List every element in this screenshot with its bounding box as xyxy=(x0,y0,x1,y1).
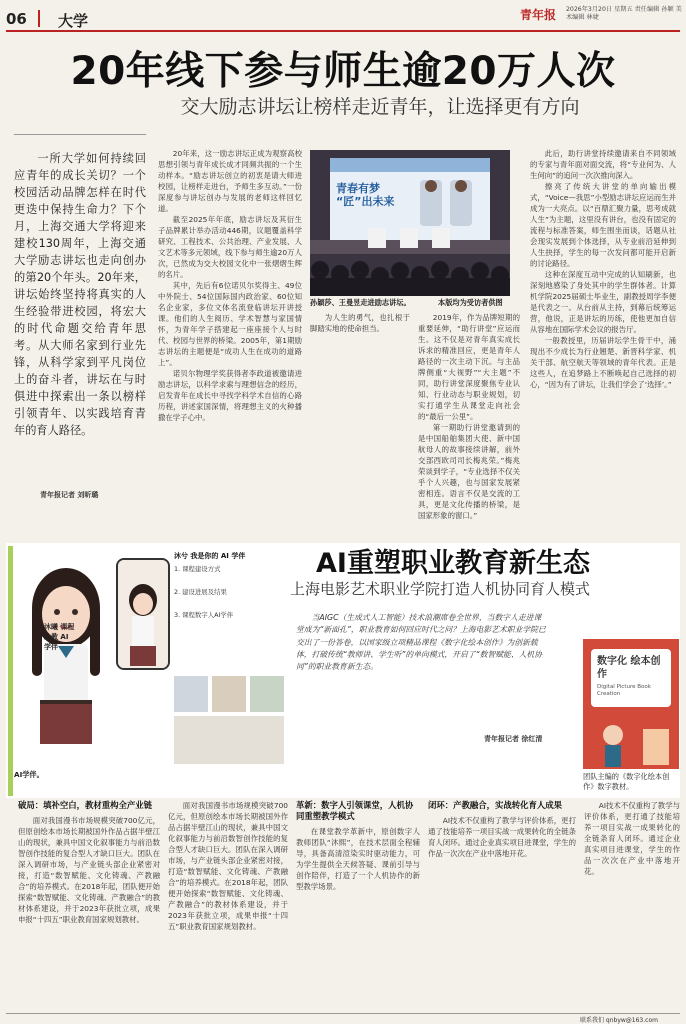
phone-mockup xyxy=(116,558,170,670)
lede-top-rule xyxy=(14,134,146,135)
ai-companion-label-text: 沐曦 课程助教 AI 学伴 xyxy=(44,623,75,651)
paragraph: AI技术不仅重构了教学与评价体系，更打通了技能培养一项目实战一成果转化的全链条育人闭环。通过企业真实项目进课堂，学生的作品一次次在产业中落地开花。 xyxy=(584,801,680,876)
header-rule xyxy=(6,30,680,32)
lede-text: 一所大学如何持续回应青年的成长关切？一个校园活动品牌怎样在时代更迭中保持生命力？下个月，上海交通大学将迎来建校130周年，上海交通大学励志讲坛也走向创办的第20个年头。20年来，讲坛始终坚持将真实的人生经验带进校园，将宏大的时代命题交给青年思考。从大师名家到行业先锋，从科学家到平凡岗位上的奋斗者，讲坛在与时俱进中探索出一条以榜样引领青年、以实践培育青年的育人路径。 xyxy=(14,152,146,437)
photo-lecture-stage xyxy=(310,150,510,296)
paragraph: 此后，助行讲堂持续邀请来自不同领域的专家与青年面对面交流，将“专业何为、人生何向”的追问一次次推向深入。 xyxy=(530,149,676,180)
paragraph: 面对我国漫书市场规模突破700亿元，但原创绘本市场长期被国外作品占据半壁江山的现状，兼具中国文化叙事能力与前沿数智创作技能的复合型人才缺口巨大。团队在深入调研市场，与产业链头部企业紧密对接，打造“数智赋能、文化铸魂、产教融合”的培养模式。在2018年起，团队便开始探索“数智赋能、文化铸魂、产教融合”的教材体系建设，并于2023年获批立项，成果申报“十四五”职业教育国家规划教材。 xyxy=(18,816,160,924)
article2-subhead: 上海电影艺术职业学院打造人机协同育人模式 xyxy=(290,580,591,598)
paragraph: 为人生的勇气，也扎根于脚踏实地的使命担当。 xyxy=(310,313,410,333)
article1-column-2 xyxy=(158,148,302,540)
paragraph: 面对我国漫书市场规模突破700亿元，但原创绘本市场长期被国外作品占据半壁江山的现状，兼具中国文化叙事能力与前沿数智创作技能的复合型人才缺口巨大。团队在深入调研市场，与产业链头部企业紧密对接，打造“数智赋能、文化铸魂、产教融合”的培养模式。在2018年起，团队便开始探索“数智赋能、文化铸魂、产教融合”的教材体系建设，并于2023年获批立项，成果申报“十四五”职业教育国家规划教材。 xyxy=(168,801,288,931)
footer-rule xyxy=(6,1013,680,1014)
paragraph: 一般教授里，历届讲坛学生骨干中，涌现出不少成长为行业翘楚、新晋科学家、机关干部、航空航天等领域的青年代表。正是这些人，在追梦路上不断唤起自己选择的初心，“因为有了讲坛，让我们学会了‘选择’。” xyxy=(530,336,676,389)
paragraph: 2019年，作为品牌短期的重要延伸，“助行讲堂”应运而生。这不仅是对青年真实成长诉求的精准回应，更是青年人路径的一次主动下沉。与主品牌侧重“大视野”“大主题”不同，助行讲堂深度聚焦专业认知、行业动态与职业规划，切实打通学生从课堂走向社会的“最后一公里”。 xyxy=(418,313,520,421)
section-heading: 革新：数字人引领课堂，人机协同重塑教学模式 xyxy=(296,800,414,821)
paragraph: 诺贝尔物理学奖获得者李政道被邀请进励志讲坛，以科学求索与理想信念的经历，启发青年在成长中寻找学科学术自信的心路历程，讲述家国深情，将理想主义的火种播撒在学子心中。 xyxy=(158,369,302,422)
masthead-logo: 青年报 xyxy=(520,8,557,22)
section-title: 大学 xyxy=(58,12,89,30)
ai-companion-label xyxy=(44,622,76,652)
section-body xyxy=(18,815,160,995)
accent-bar xyxy=(8,546,13,796)
article1-column-4 xyxy=(310,312,410,540)
ai-companion-illustration xyxy=(18,560,114,760)
classroom-photo xyxy=(174,716,284,764)
article2-column-1 xyxy=(18,800,160,1010)
article1-lede xyxy=(14,150,146,439)
photo-caption: 孙颖莎、王曼昱走进励志讲坛。 xyxy=(310,298,411,307)
article1-column-4b xyxy=(418,312,520,540)
section-body xyxy=(428,815,576,995)
textbook-caption: 团队主编的《数字化绘本创作》数字教材。 xyxy=(583,772,670,791)
textbook-cover xyxy=(583,639,679,769)
ai-companion-caption: AI学伴。 xyxy=(14,770,44,779)
page-number: 06 xyxy=(6,10,27,28)
article2-column-4 xyxy=(428,800,576,1010)
photo-credit: 本版均为受访者供图 xyxy=(438,298,503,307)
card-title: 沐兮 我是你的 AI 学伴 xyxy=(174,552,246,560)
paragraph: 第一期助行讲堂邀请到的是中国船舶集团大使、新中国航母人的故事接续讲解，前外交部西欧司司长梅兆荣。”梅兆荣谈到学子，“专业选择不仅关乎个人兴趣，也与国家发展紧密相连。语言不仅是交流的工具，更是文化传播的桥梁，是国家形象的窗口。” xyxy=(418,423,520,520)
article2-column-2 xyxy=(168,800,288,1010)
book-title-box xyxy=(591,649,671,707)
intro-text: 当AIGC（生成式人工智能）技术浪潮席卷全世界，当数字人走进课堂成为“新面孔”，职业教育如何回应时代之问？上海电影艺术职业学院已交出了一份答卷，以国家级立项精品课程《数字化绘本创作》为创新载体，打破传统“教师讲、学生听”的单向模式，开启了“数智赋能、人机协同”的职业教育新生态。 xyxy=(296,613,546,672)
article2-headline: AI重塑职业教育新生态 xyxy=(316,548,590,579)
article1-subhead: 交大励志讲坛让榜样走近青年，让选择更有方向 xyxy=(180,96,580,118)
card-item: 1. 课程建设方式 xyxy=(174,565,221,573)
article2-column-3 xyxy=(296,800,420,1010)
paragraph: 这种在深度互动中完成的认知刷新，也深刻地感染了身处其中的学生群体者。计算机学院2025届硕士毕业生，副教授周学李便是代表之一。从台前从主持，到幕后统筹运营，他说，正是讲坛的历练，使他更加自信从容地在国际学术会议的报告厅。 xyxy=(530,270,676,334)
paragraph: AI技术不仅重构了教学与评价体系，更打通了技能培养一项目实战一成果转化的全链条育人闭环。通过企业真实项目进课堂，学生的作品一次次在产业中落地开花。 xyxy=(428,816,576,858)
section-heading: 闭环：产教融合，实战转化育人成果 xyxy=(428,800,562,810)
article1-column-5 xyxy=(530,148,676,540)
paragraph: 在课堂教学革新中，原创数字人教师团队“沐熙”，在技术层面全程辅导，具备高清渲染实时驱动能力，可为学生提供全天候答疑、课前引导与创作陪伴，打造了一个人机协作的新型教学场景。 xyxy=(296,827,420,891)
stage-banner: 青春有梦 “匠”出未来 xyxy=(336,182,395,208)
paragraph: 擦亮了传统大讲堂的单向输出模式，“Voice—我思”小型励志讲坛应运而生并成为一大亮点。以“百鼎汇聚力量，思考成就人生”为主题，这里没有讲台，也没有固定的流程与标准答案，师生围坐而谈，话题从社会现实发展到个体选择，从专业前沿延伸到人生抉择，学生的每一次发问都可能开启新的讨论路径。 xyxy=(530,182,676,268)
book-title: 数字化 绘本创作 xyxy=(597,656,661,680)
paragraph: 20年来，这一励志讲坛正成为观察高校思想引领与青年成长成才同频共振的一个生动样本。“励志讲坛创立的初衷是请大师进校园，让榜样走进台，予师生多互动。”一份深度参与讲坛创办与发展的老师这样回忆道。 xyxy=(158,149,302,213)
card-item: 3. 课程数字人AI学伴 xyxy=(174,611,234,619)
header-separator xyxy=(38,10,40,27)
masthead-date: 2026年3月20日 星期五 责任编辑 孙颖 美术编辑 林婕 xyxy=(566,6,682,21)
paragraph: 其中，先后有6位诺贝尔奖得主、49位中外院士、54位国际国内政治家、60位知名企业家，多位文体名流登临讲坛开讲授课。他们的人生阅历、学术智慧与家国情怀，为青年学子搭建起一座座接个人与时代、校园与世界的桥梁。2005年，第1期励志讲坛的主题便是“成功人生在成功的道路上”。 xyxy=(158,281,302,367)
article2-column-5 xyxy=(584,800,680,1010)
card-item: 2. 建设进展及结果 xyxy=(174,588,227,596)
article1-headline: 20年线下参与师生逾20万人次 xyxy=(70,49,616,94)
book-illustration xyxy=(583,709,679,769)
stage-illustration xyxy=(310,150,510,296)
article2-intro xyxy=(296,612,546,673)
section-body xyxy=(296,826,420,1006)
ai-girl-figure xyxy=(18,560,114,760)
phone-screen-figure xyxy=(118,560,168,668)
section-heading: 破局：填补空白，教材重构全产业链 xyxy=(18,800,152,810)
classroom-thumb xyxy=(250,676,284,712)
article1-byline: 青年报记者 刘昕璐 xyxy=(40,491,99,499)
book-title-en: Digital Picture Book Creation xyxy=(597,684,651,697)
footer-contact: 联系我们 qnbyw@163.com xyxy=(580,1017,658,1024)
classroom-thumb xyxy=(212,676,246,712)
ai-companion-card xyxy=(174,552,282,672)
classroom-thumb xyxy=(174,676,208,712)
paragraph: 截至2025年年底，励志讲坛及其衍生子品牌累计举办活动446期，议题覆盖科学研究、工程技术、公共治理、产业发展、人文艺术等多元领域，线下参与师生逾20万人次，已然成为交大校园文化中一张熠熠生辉的名片。 xyxy=(158,215,302,279)
article2-byline: 青年报记者 徐红清 xyxy=(484,735,543,743)
